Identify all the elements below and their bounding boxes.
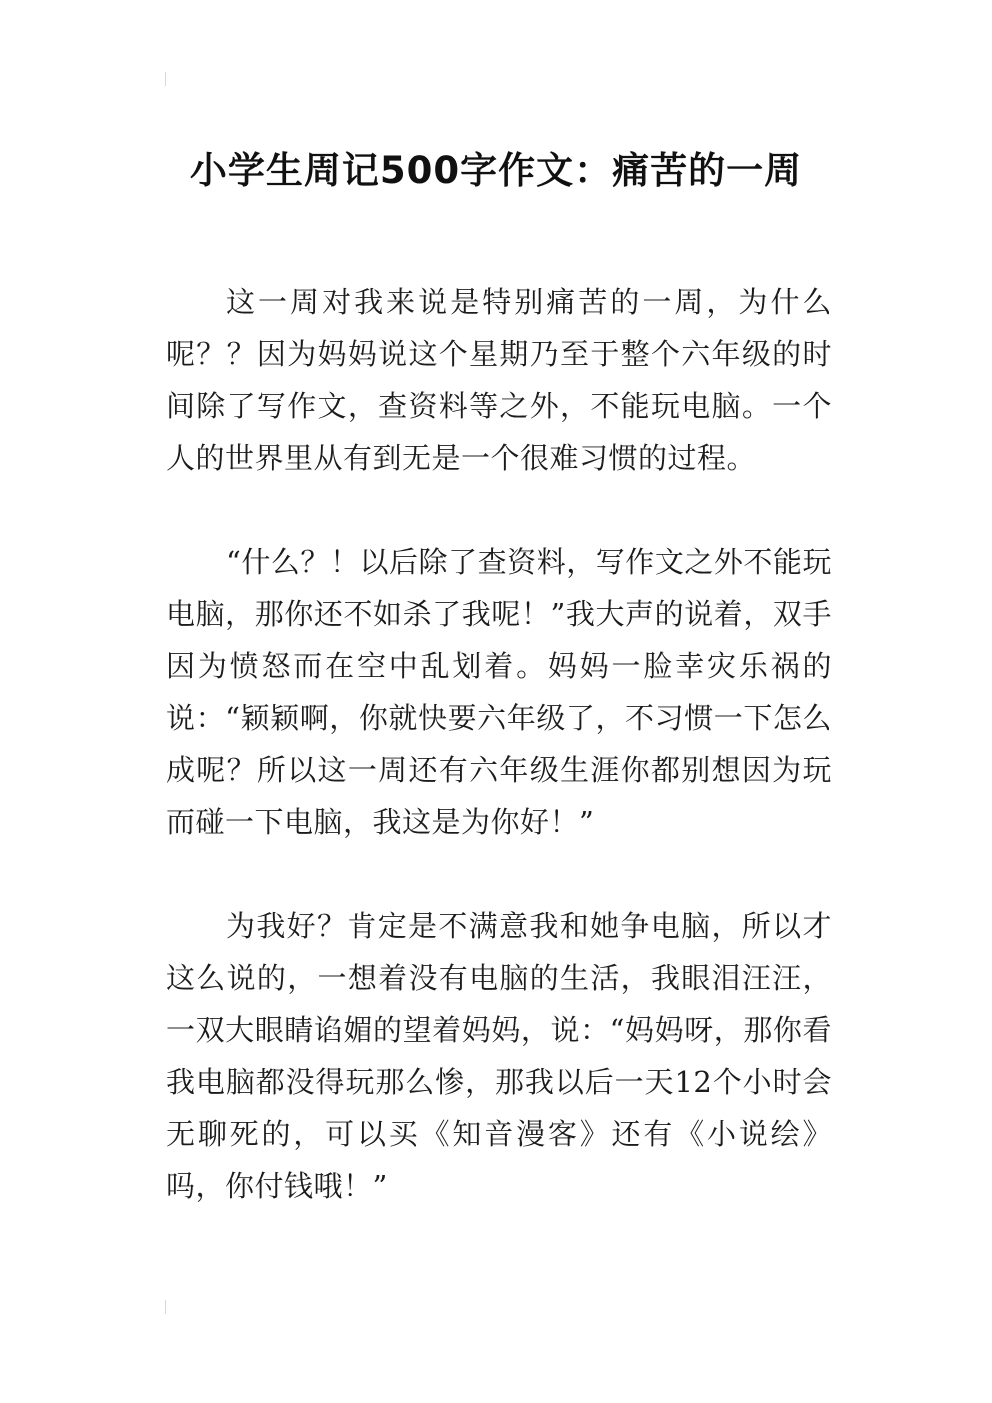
document-body xyxy=(166,276,832,1264)
margin-mark-bottom xyxy=(165,1300,166,1314)
paragraph-3: 为我好？肯定是不满意我和她争电脑，所以才这么说的，一想着没有电脑的生活，我眼泪汪汪，一双大眼睛谄媚的望着妈妈，说：“妈妈呀，那你看我电脑都没得玩那么惨，那我以后一天12个小时会无聊死的，可以买《知音漫客》还有《小说绘》吗，你付钱哦！” xyxy=(166,909,832,1203)
margin-mark-top xyxy=(165,72,166,86)
paragraph-1: 这一周对我来说是特别痛苦的一周，为什么呢？？因为妈妈说这个星期乃至于整个六年级的时间除了写作文，查资料等之外，不能玩电脑。一个人的世界里从有到无是一个很难习惯的过程。 xyxy=(166,285,832,475)
paragraph-2: “什么？！以后除了查资料，写作文之外不能玩电脑，那你还不如杀了我呢！”我大声的说着，双手因为愤怒而在空中乱划着。妈妈一脸幸灾乐祸的说：“颖颖啊，你就快要六年级了，不习惯一下怎么成呢？所以这一周还有六年级生涯你都别想因为玩而碰一下电脑，我这是为你好！” xyxy=(166,545,832,839)
document-title: 小学生周记500字作文：痛苦的一周 xyxy=(189,148,803,192)
